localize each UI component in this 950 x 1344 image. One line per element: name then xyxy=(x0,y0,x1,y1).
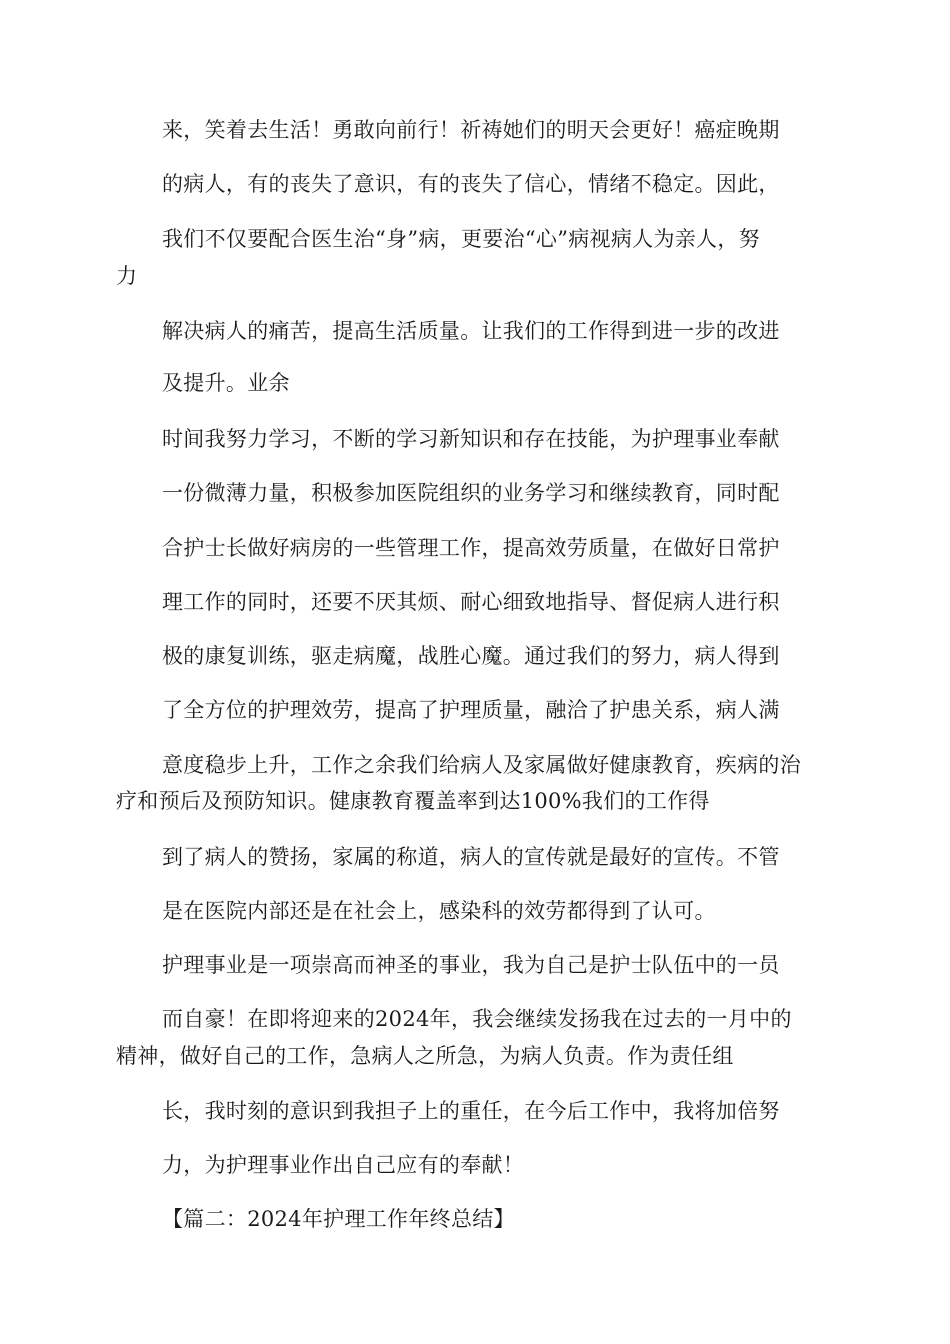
text-line: 到了病人的赞扬，家属的称道，病人的宣传就是最好的宣传。不管 xyxy=(162,845,780,869)
text-line: 一份微薄力量，积极参加医院组织的业务学习和继续教育，同时配 xyxy=(162,481,780,505)
section-heading: 【篇二：2024年护理工作年终总结】 xyxy=(162,1207,515,1231)
text-line: 的病人，有的丧失了意识，有的丧失了信心，情绪不稳定。因此， xyxy=(162,172,780,196)
text-line: 及提升。业余 xyxy=(162,371,290,395)
text-line: 来，笑着去生活！勇敢向前行！祈祷她们的明天会更好！癌症晚期 xyxy=(162,118,780,142)
text-line: 解决病人的痛苦，提高生活质量。让我们的工作得到进一步的改进 xyxy=(162,319,780,343)
text-line: 护理事业是一项崇高而神圣的事业，我为自己是护士队伍中的一员 xyxy=(162,953,780,977)
text-line: 疗和预后及预防知识。健康教育覆盖率到达100%我们的工作得 xyxy=(116,789,710,813)
text-line: 极的康复训练，驱走病魔，战胜心魔。通过我们的努力，病人得到 xyxy=(162,644,780,668)
text-line: 合护士长做好病房的一些管理工作，提高效劳质量，在做好日常护 xyxy=(162,536,780,560)
text-line: 力，为护理事业作出自己应有的奉献！ xyxy=(162,1153,525,1177)
text-line: 意度稳步上升，工作之余我们给病人及家属做好健康教育，疾病的治 xyxy=(162,753,801,777)
text-line: 而自豪！在即将迎来的2024年，我会继续发扬我在过去的一月中的 xyxy=(162,1007,792,1031)
text-line: 力 xyxy=(116,264,138,288)
text-line: 长，我时刻的意识到我担子上的重任，在今后工作中，我将加倍努 xyxy=(162,1099,780,1123)
text-line: 理工作的同时，还要不厌其烦、耐心细致地指导、督促病人进行积 xyxy=(162,590,780,614)
text-line: 时间我努力学习，不断的学习新知识和存在技能，为护理事业奉献 xyxy=(162,427,780,451)
text-line: 我们不仅要配合医生治“身”病，更要治“心”病视病人为亲人，努 xyxy=(162,227,760,251)
text-line: 了全方位的护理效劳，提高了护理质量，融洽了护患关系，病人满 xyxy=(162,698,780,722)
text-line: 精神，做好自己的工作，急病人之所急，为病人负责。作为责任组 xyxy=(116,1044,734,1068)
text-line: 是在医院内部还是在社会上，感染科的效劳都得到了认可。 xyxy=(162,899,716,923)
